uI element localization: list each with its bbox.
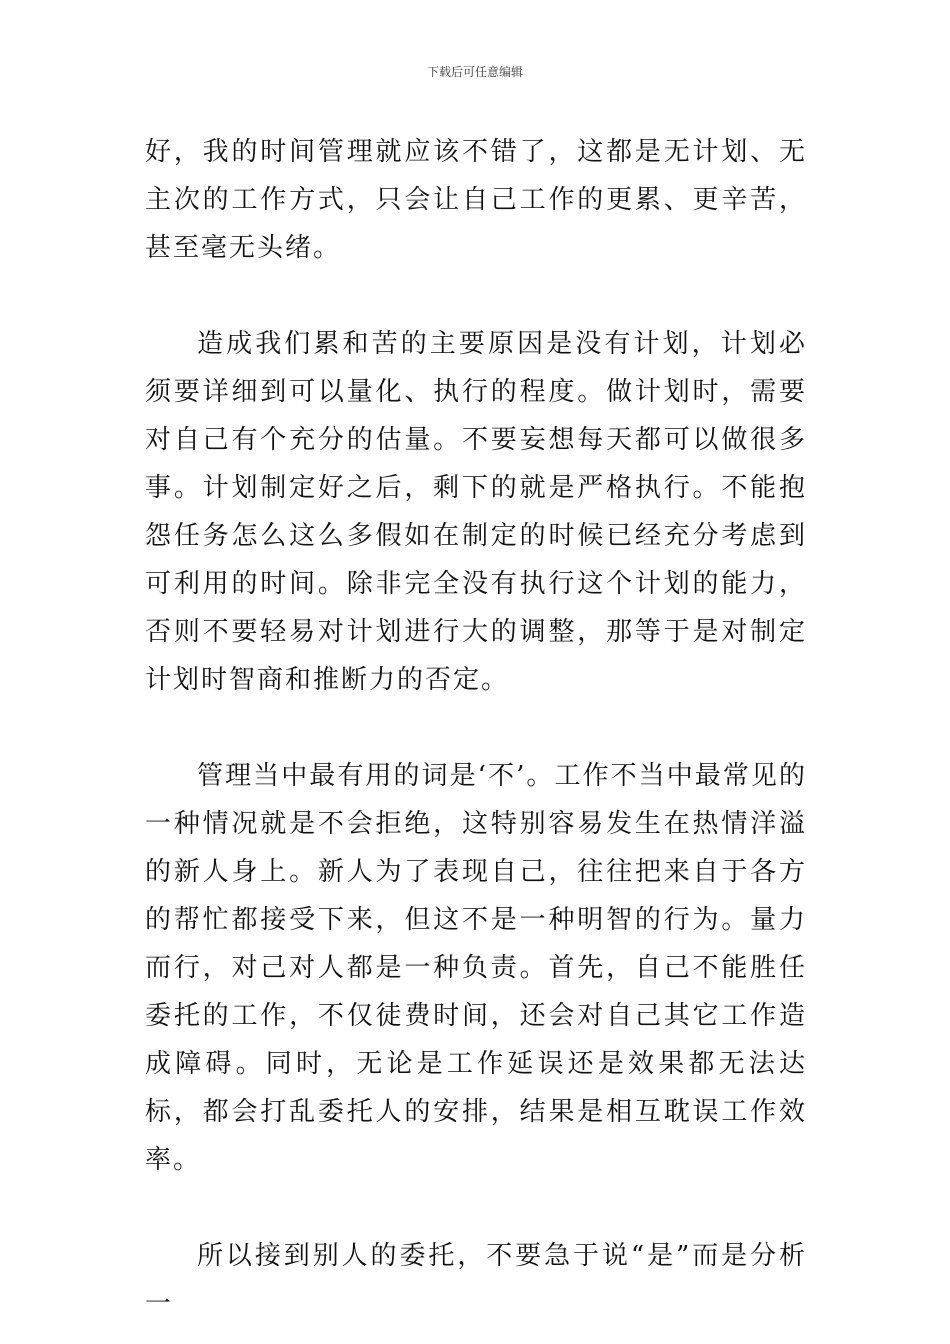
page-header: 下载后可任意编辑 <box>426 65 523 79</box>
paragraph-gap <box>145 704 807 752</box>
paragraph-gap <box>145 1184 807 1232</box>
paragraph-4: 所以接到别人的委托，不要急于说“是”而是分析一 <box>145 1241 807 1319</box>
paragraph-1: 好，我的时间管理就应该不错了，这都是无计划、无主次的工作方式，只会让自己工作的更累、更辛苦，甚至毫无头绪。 <box>145 137 807 263</box>
document-body <box>145 128 807 1328</box>
paragraph-2: 造成我们累和苦的主要原因是没有计划，计划必须要详细到可以量化、执行的程度。做计划时，需要对自己有个充分的估量。不要妄想每天都可以做很多事。计划制定好之后，剩下的就是严格执行。不能抱怨任务怎么这么多假如在制定的时候已经充分考虑到可利用的时间。除非完全没有执行这个计划的能力，否则不要轻易对计划进行大的调整，那等于是对制定计划时智商和推断力的否定。 <box>145 329 807 695</box>
paragraph-gap <box>145 272 807 320</box>
paragraph-3: 管理当中最有用的词是‘不’。工作不当中最常见的一种情况就是不会拒绝，这特别容易发生在热情洋溢的新人身上。新人为了表现自己，往往把来自于各方的帮忙都接受下来，但这不是一种明智的行为。量力而行，对己对人都是一种负责。首先，自己不能胜任委托的工作，不仅徒费时间，还会对自己其它工作造成障碍。同时，无论是工作延误还是效果都无法达标，都会打乱委托人的安排，结果是相互耽误工作效率。 <box>145 761 807 1175</box>
